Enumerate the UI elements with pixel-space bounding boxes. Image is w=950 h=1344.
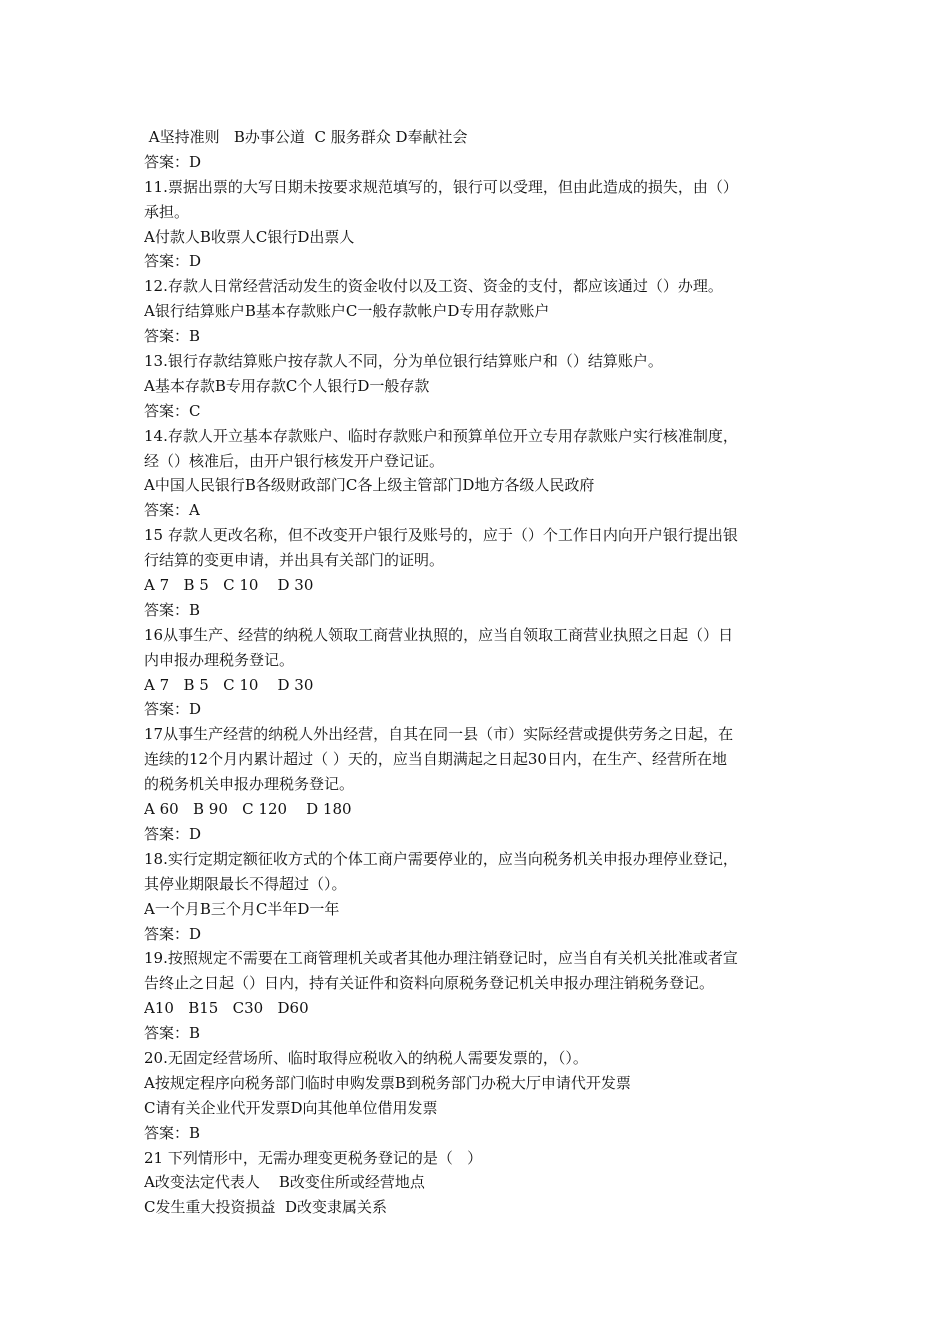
text-line: 答案：B (144, 1024, 201, 1043)
text-line: 19.按照规定不需要在工商管理机关或者其他办理注销登记时，应当自有关机关批准或者宣 (144, 949, 738, 968)
text-line: 连续的12个月内累计超过（ ）天的，应当自期满起之日起30日内，在生产、经营所在地 (144, 750, 727, 769)
text-line: 的税务机关申报办理税务登记。 (144, 775, 355, 794)
text-line: 答案：B (144, 600, 201, 619)
text-line: C请有关企业代开发票D向其他单位借用发票 (144, 1098, 438, 1117)
text-line: 答案：B (144, 1123, 201, 1142)
text-line: 20.无固定经营场所、临时取得应税收入的纳税人需要发票的，（）。 (144, 1048, 588, 1067)
document-page (144, 125, 824, 1220)
text-line: 答案：A (144, 501, 200, 520)
text-line: 答案：D (144, 252, 202, 271)
text-line: 答案：C (144, 401, 201, 420)
text-line: 21 下列情形中，无需办理变更税务登记的是（ ） (144, 1148, 483, 1167)
text-line: A10 B15 C30 D60 (144, 999, 309, 1018)
text-line: A 7 B 5 C 10 D 30 (144, 576, 314, 595)
text-line: 18.实行定期定额征收方式的个体工商户需要停业的，应当向税务机关申报办理停业登记， (144, 849, 738, 868)
text-line: A 7 B 5 C 10 D 30 (144, 675, 314, 694)
text-line: A付款人B收票人C银行D出票人 (144, 227, 355, 246)
text-line: 11.票据出票的大写日期未按要求规范填写的，银行可以受理，但由此造成的损失，由（） (144, 177, 738, 196)
text-line: 行结算的变更申请，并出具有关部门的证明。 (144, 551, 445, 570)
text-line: 16从事生产、经营的纳税人领取工商营业执照的，应当自领取工商营业执照之日起（）日 (144, 625, 734, 644)
text-line: 12.存款人日常经营活动发生的资金收付以及工资、资金的支付，都应该通过（）办理。 (144, 277, 723, 296)
text-line: A基本存款B专用存款C个人银行D一般存款 (144, 376, 430, 395)
text-line: A银行结算账户B基本存款账户C一般存款帐户D专用存款账户 (144, 302, 550, 321)
text-line: 承担。 (144, 202, 190, 221)
text-line: 13.银行存款结算账户按存款人不同，分为单位银行结算账户和（）结算账户。 (144, 352, 663, 371)
text-line: 答案：B (144, 327, 201, 346)
text-line: 经（）核准后，由开户银行核发开户登记证。 (144, 451, 445, 470)
text-line: 15 存款人更改名称，但不改变开户银行及账号的，应于（）个工作日内向开户银行提出银 (144, 526, 738, 545)
text-line: A 60 B 90 C 120 D 180 (144, 800, 352, 819)
text-line: A按规定程序向税务部门临时申购发票B到税务部门办税大厅申请代开发票 (144, 1073, 631, 1092)
text-line: 告终止之日起（）日内，持有关证件和资料向原税务登记机关申报办理注销税务登记。 (144, 974, 715, 993)
text-line: A坚持准则 B办事公道 C 服务群众 D奉献社会 (144, 128, 468, 146)
text-line: A中国人民银行B各级财政部门C各上级主管部门D地方各级人民政府 (144, 476, 595, 495)
text-line: 17从事生产经营的纳税人外出经营，自其在同一县（市）实际经营或提供劳务之日起，在 (144, 725, 734, 744)
text-line: 答案：D (144, 924, 202, 943)
text-line: 内申报办理税务登记。 (144, 650, 295, 669)
text-line: 14.存款人开立基本存款账户、临时存款账户和预算单位开立专用存款账户实行核准制度， (144, 426, 738, 445)
text-line: 答案：D (144, 152, 202, 171)
text-line: A一个月B三个月C半年D一年 (144, 899, 340, 918)
text-line: 答案：D (144, 824, 202, 843)
text-line: C发生重大投资损益 D改变隶属关系 (144, 1198, 388, 1217)
text-line: 其停业期限最长不得超过（）。 (144, 874, 347, 893)
text-line: 答案：D (144, 700, 202, 719)
text-line: A改变法定代表人 B改变住所或经营地点 (144, 1173, 425, 1192)
